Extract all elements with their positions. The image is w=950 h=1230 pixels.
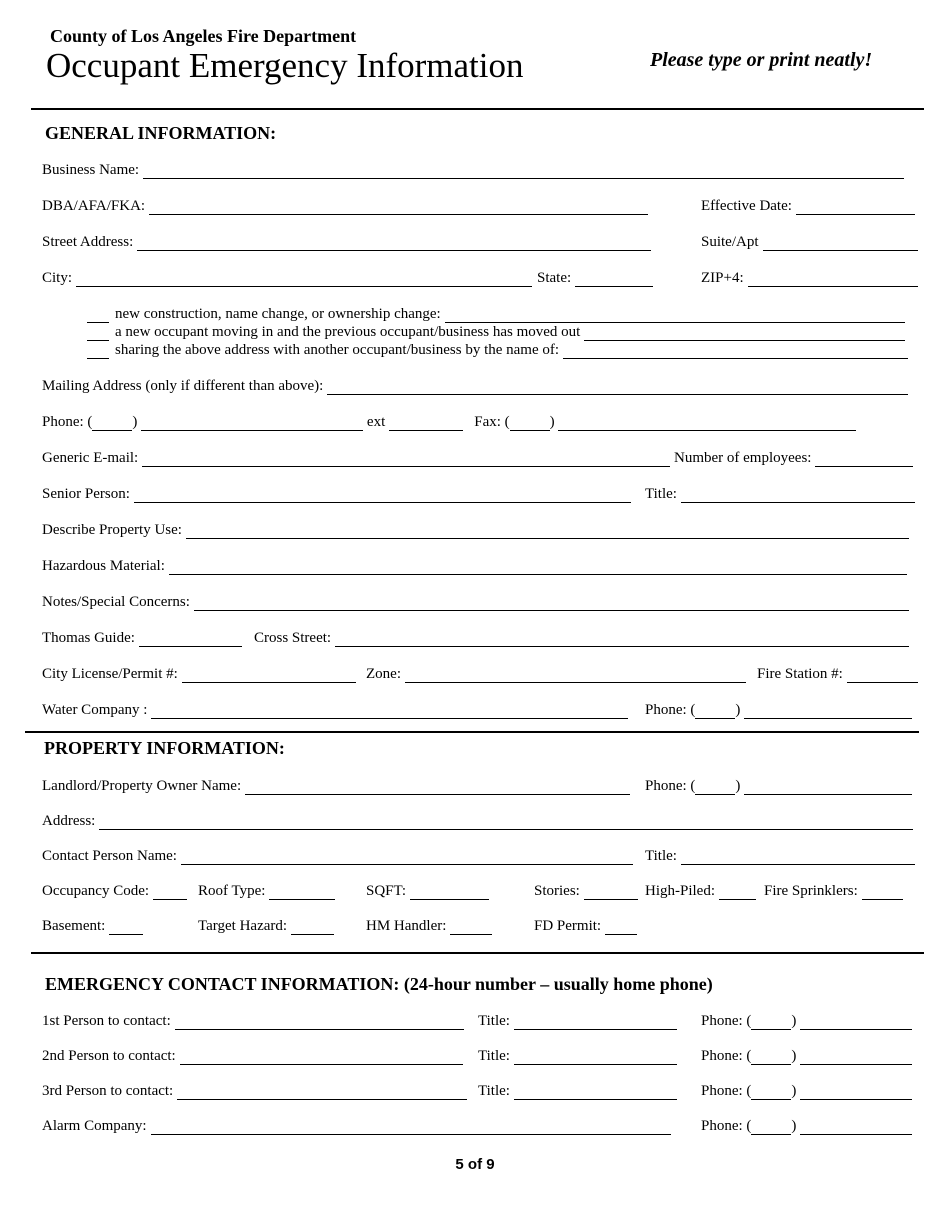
state-field[interactable]	[537, 269, 653, 287]
senior-person-label: Senior Person:	[42, 486, 130, 502]
landlord-phone-area[interactable]	[695, 780, 735, 795]
city-license-line[interactable]	[182, 668, 356, 683]
occupancy-code-label: Occupancy Code:	[42, 883, 150, 899]
roof-type-label: Roof Type:	[198, 883, 266, 899]
stories-line[interactable]	[584, 885, 638, 900]
target-hazard-label: Target Hazard:	[198, 918, 288, 934]
effective-date-line[interactable]	[796, 200, 915, 215]
city-label: City:	[42, 270, 73, 286]
person2-phone-area[interactable]	[751, 1050, 791, 1065]
ext-line[interactable]	[389, 416, 463, 431]
person1-line[interactable]	[175, 1015, 464, 1030]
person1-title-line[interactable]	[514, 1015, 677, 1030]
person1-phone-area[interactable]	[751, 1015, 791, 1030]
hazardous-material-line[interactable]	[169, 560, 907, 575]
water-phone-paren: )	[735, 702, 741, 718]
notes-label: Notes/Special Concerns:	[42, 594, 190, 610]
water-phone-area[interactable]	[695, 704, 735, 719]
senior-title-line[interactable]	[681, 488, 915, 503]
ext-label: ext	[366, 414, 386, 430]
zip-label: ZIP+4:	[701, 270, 744, 286]
page-number: 5 of 9	[455, 1156, 495, 1173]
contact-person-field[interactable]	[42, 847, 633, 865]
water-phone-line[interactable]	[744, 704, 912, 719]
person3-phone-paren: )	[791, 1083, 797, 1099]
thomas-guide-field[interactable]	[42, 629, 242, 647]
senior-title-field[interactable]	[645, 485, 915, 503]
high-piled-label: High-Piled:	[645, 883, 715, 899]
person2-label: 2nd Person to contact:	[42, 1048, 176, 1064]
person3-phone-field[interactable]	[701, 1082, 912, 1100]
fd-permit-field[interactable]	[534, 917, 637, 935]
sharing-checkbox[interactable]	[87, 344, 109, 359]
phone-fax-row	[42, 413, 856, 431]
water-phone-field[interactable]	[645, 701, 912, 719]
contact-person-label: Contact Person Name:	[42, 848, 177, 864]
mailing-address-label: Mailing Address (only if different than above):	[42, 378, 324, 394]
contact-title-line[interactable]	[681, 850, 915, 865]
fire-station-field[interactable]	[757, 665, 918, 683]
sharing-label: sharing the above address with another occupant/business by the name of:	[115, 342, 560, 358]
suite-field[interactable]	[701, 233, 918, 251]
occupancy-code-field[interactable]	[42, 882, 187, 900]
option-new-occupant[interactable]	[87, 323, 905, 341]
fire-sprinklers-field[interactable]	[764, 882, 903, 900]
person2-field[interactable]	[42, 1047, 463, 1065]
sqft-line[interactable]	[410, 885, 489, 900]
new-occupant-label: a new occupant moving in and the previous occupant/business has moved out	[115, 324, 581, 340]
city-field[interactable]	[42, 269, 532, 287]
property-address-field[interactable]	[42, 812, 913, 830]
hazardous-material-label: Hazardous Material:	[42, 558, 165, 574]
mailing-address-field[interactable]	[42, 377, 908, 395]
zone-field[interactable]	[366, 665, 746, 683]
high-piled-field[interactable]	[645, 882, 756, 900]
person1-phone-line[interactable]	[800, 1015, 912, 1030]
person3-title-line[interactable]	[514, 1085, 677, 1100]
occupancy-code-line[interactable]	[153, 885, 187, 900]
contact-person-line[interactable]	[181, 850, 633, 865]
hm-handler-line[interactable]	[450, 920, 492, 935]
suite-line[interactable]	[763, 236, 918, 251]
dba-label: DBA/AFA/FKA:	[42, 198, 146, 214]
property-use-line[interactable]	[186, 524, 909, 539]
new-occupant-checkbox[interactable]	[87, 326, 109, 341]
fax-number-line[interactable]	[558, 416, 856, 431]
form-title: Occupant Emergency Information	[46, 46, 524, 85]
person3-field[interactable]	[42, 1082, 467, 1100]
state-label: State:	[537, 270, 572, 286]
zone-label: Zone:	[366, 666, 401, 682]
sharing-line[interactable]	[563, 344, 908, 359]
suite-label: Suite/Apt	[701, 234, 759, 250]
alarm-company-label: Alarm Company:	[42, 1118, 147, 1134]
fire-station-line[interactable]	[847, 668, 918, 683]
hazardous-material-field[interactable]	[42, 557, 907, 575]
general-divider	[25, 731, 919, 733]
header-divider	[31, 108, 924, 110]
target-hazard-field[interactable]	[198, 917, 334, 935]
senior-title-label: Title:	[645, 486, 677, 502]
person3-phone-label: Phone: (	[701, 1083, 752, 1099]
basement-line[interactable]	[109, 920, 143, 935]
person1-phone-label: Phone: (	[701, 1013, 752, 1029]
landlord-phone-paren: )	[735, 778, 741, 794]
street-address-field[interactable]	[42, 233, 651, 251]
cross-street-field[interactable]	[254, 629, 909, 647]
property-use-field[interactable]	[42, 521, 909, 539]
new-construction-label: new construction, name change, or ownership change:	[115, 306, 441, 322]
street-address-label: Street Address:	[42, 234, 134, 250]
zip-line[interactable]	[748, 272, 918, 287]
alarm-phone-label: Phone: (	[701, 1118, 752, 1134]
zone-line[interactable]	[405, 668, 746, 683]
state-line[interactable]	[575, 272, 653, 287]
person2-title-line[interactable]	[514, 1050, 677, 1065]
fire-station-label: Fire Station #:	[757, 666, 843, 682]
property-section-heading: PROPERTY INFORMATION:	[44, 738, 285, 758]
person2-title-label: Title:	[478, 1048, 510, 1064]
phone-area-code[interactable]	[92, 416, 132, 431]
person3-phone-line[interactable]	[800, 1085, 912, 1100]
notes-line[interactable]	[194, 596, 909, 611]
person2-phone-label: Phone: (	[701, 1048, 752, 1064]
thomas-guide-label: Thomas Guide:	[42, 630, 135, 646]
num-employees-field[interactable]	[674, 449, 913, 467]
hm-handler-field[interactable]	[366, 917, 492, 935]
property-address-label: Address:	[42, 813, 96, 829]
fire-sprinklers-line[interactable]	[862, 885, 903, 900]
generic-email-field[interactable]	[42, 449, 670, 467]
roof-type-line[interactable]	[269, 885, 335, 900]
landlord-phone-field[interactable]	[645, 777, 912, 795]
stories-label: Stories:	[534, 883, 580, 899]
person1-title-field[interactable]	[478, 1012, 677, 1030]
water-company-field[interactable]	[42, 701, 628, 719]
num-employees-line[interactable]	[815, 452, 913, 467]
effective-date-label: Effective Date:	[701, 198, 792, 214]
basement-field[interactable]	[42, 917, 143, 935]
contact-title-label: Title:	[645, 848, 677, 864]
department-name: County of Los Angeles Fire Department	[50, 26, 357, 46]
instruction-text: Please type or print neatly!	[650, 49, 873, 71]
city-license-label: City License/Permit #:	[42, 666, 178, 682]
water-phone-label: Phone: (	[645, 702, 696, 718]
landlord-field[interactable]	[42, 777, 630, 795]
person2-phone-line[interactable]	[800, 1050, 912, 1065]
person1-phone-paren: )	[791, 1013, 797, 1029]
cross-street-line[interactable]	[335, 632, 909, 647]
general-section-heading: GENERAL INFORMATION:	[45, 123, 277, 143]
basement-label: Basement:	[42, 918, 106, 934]
fax-label: Fax: (	[474, 414, 510, 430]
contact-title-field[interactable]	[645, 847, 915, 865]
landlord-phone-line[interactable]	[744, 780, 912, 795]
city-line[interactable]	[76, 272, 532, 287]
water-company-label: Water Company :	[42, 702, 148, 718]
fire-sprinklers-label: Fire Sprinklers:	[764, 883, 858, 899]
water-company-line[interactable]	[151, 704, 628, 719]
person1-phone-field[interactable]	[701, 1012, 912, 1030]
person3-title-label: Title:	[478, 1083, 510, 1099]
dba-field[interactable]	[42, 197, 648, 215]
fd-permit-line[interactable]	[605, 920, 637, 935]
person3-line[interactable]	[177, 1085, 467, 1100]
new-construction-line[interactable]	[445, 308, 905, 323]
senior-person-line[interactable]	[134, 488, 631, 503]
dba-line[interactable]	[149, 200, 648, 215]
person3-label: 3rd Person to contact:	[42, 1083, 174, 1099]
alarm-phone-area[interactable]	[751, 1120, 791, 1135]
street-address-line[interactable]	[137, 236, 651, 251]
zip-field[interactable]	[701, 269, 918, 287]
emergency-section-heading: EMERGENCY CONTACT INFORMATION: (24-hour number – usually home phone)	[45, 974, 713, 994]
stories-field[interactable]	[534, 882, 638, 900]
alarm-company-line[interactable]	[151, 1120, 671, 1135]
notes-field[interactable]	[42, 593, 909, 611]
alarm-phone-field[interactable]	[701, 1117, 912, 1135]
city-license-field[interactable]	[42, 665, 356, 683]
person1-label: 1st Person to contact:	[42, 1013, 171, 1029]
sqft-label: SQFT:	[366, 883, 407, 899]
person1-field[interactable]	[42, 1012, 464, 1030]
fax-area-code[interactable]	[510, 416, 550, 431]
hm-handler-label: HM Handler:	[366, 918, 447, 934]
generic-email-line[interactable]	[142, 452, 670, 467]
thomas-guide-line[interactable]	[139, 632, 242, 647]
cross-street-label: Cross Street:	[254, 630, 332, 646]
alarm-company-field[interactable]	[42, 1117, 671, 1135]
fd-permit-label: FD Permit:	[534, 918, 602, 934]
alarm-phone-paren: )	[791, 1118, 797, 1134]
num-employees-label: Number of employees:	[674, 450, 812, 466]
property-use-label: Describe Property Use:	[42, 522, 182, 538]
landlord-phone-label: Phone: (	[645, 778, 696, 794]
fax-paren: )	[549, 414, 555, 430]
business-name-line[interactable]	[143, 164, 904, 179]
target-hazard-line[interactable]	[291, 920, 334, 935]
option-new-construction[interactable]	[87, 305, 905, 323]
senior-person-field[interactable]	[42, 485, 631, 503]
person3-title-field[interactable]	[478, 1082, 677, 1100]
generic-email-label: Generic E-mail:	[42, 450, 139, 466]
landlord-label: Landlord/Property Owner Name:	[42, 778, 242, 794]
phone-paren: )	[132, 414, 138, 430]
business-name-field[interactable]	[42, 161, 904, 179]
phone-number-line[interactable]	[141, 416, 363, 431]
new-construction-checkbox[interactable]	[87, 308, 109, 323]
property-address-line[interactable]	[99, 815, 913, 830]
option-sharing[interactable]	[87, 341, 908, 359]
landlord-line[interactable]	[245, 780, 630, 795]
phone-label: Phone: (	[42, 414, 93, 430]
person2-title-field[interactable]	[478, 1047, 677, 1065]
high-piled-line[interactable]	[719, 885, 756, 900]
property-divider	[31, 952, 924, 954]
mailing-address-line[interactable]	[327, 380, 908, 395]
person2-line[interactable]	[180, 1050, 463, 1065]
sqft-field[interactable]	[366, 882, 489, 900]
business-name-label: Business Name:	[42, 162, 140, 178]
person1-title-label: Title:	[478, 1013, 510, 1029]
person2-phone-paren: )	[791, 1048, 797, 1064]
new-occupant-line[interactable]	[584, 326, 905, 341]
person3-phone-area[interactable]	[751, 1085, 791, 1100]
alarm-phone-line[interactable]	[800, 1120, 912, 1135]
person2-phone-field[interactable]	[701, 1047, 912, 1065]
roof-type-field[interactable]	[198, 882, 335, 900]
effective-date-field[interactable]	[701, 197, 915, 215]
